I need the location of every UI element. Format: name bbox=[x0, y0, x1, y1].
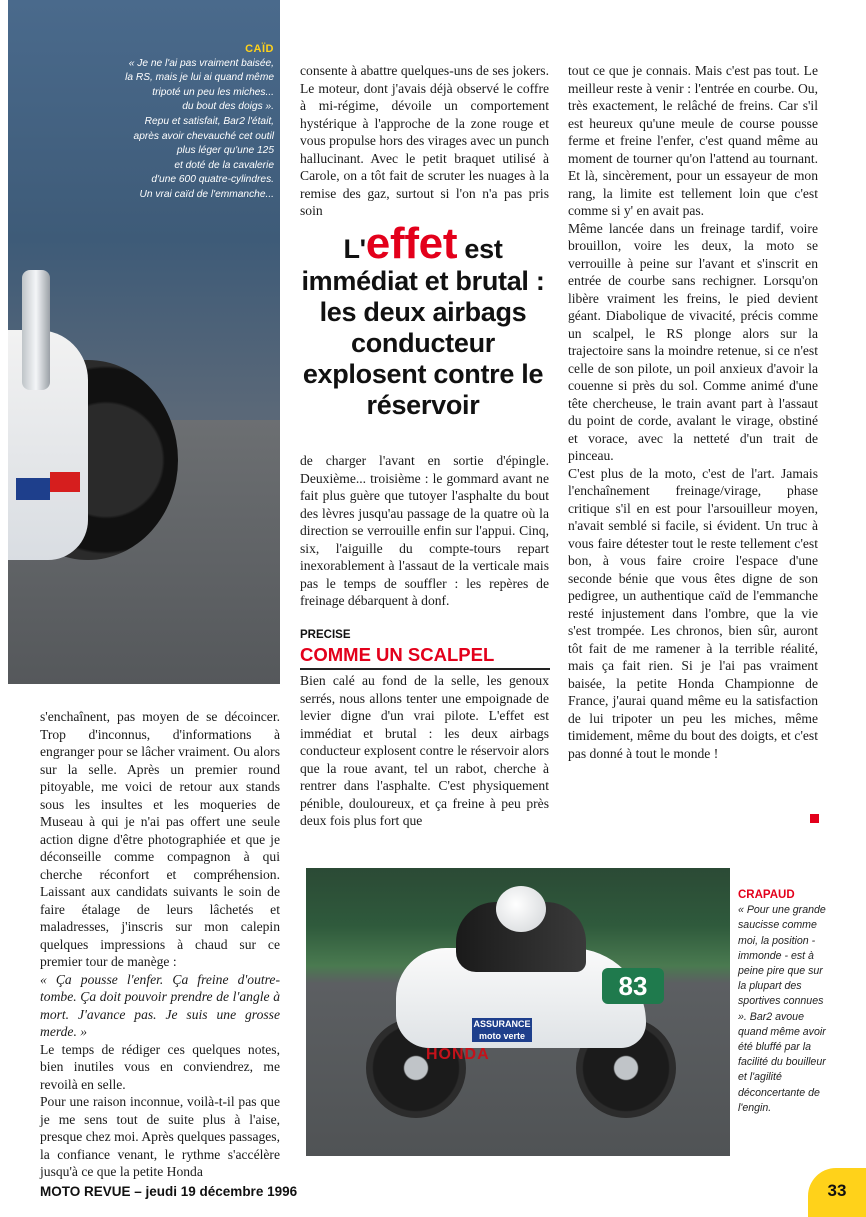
paragraph: tout ce que je connais. Mais c'est pas tout. Le meilleur reste à venir : l'entrée en courbe. Ou, très exactement, le relâché de freins. Car s'il est heureux qu'une meule de course pousse ferme et freine l'enfer, c'est quand même au moment de tourner qu'on l'attend au tournant. Et là, sincèrement, pour un essayeur de mon rang, la limite est tellement loin que c'est comme si y' en avait pas. bbox=[568, 63, 818, 218]
caption-line: tripoté un peu les miches... bbox=[152, 86, 274, 98]
photo-rider-closeup bbox=[8, 0, 280, 684]
paragraph: Le temps de rédiger ces quelques notes, bien inutiles vous en conviendrez, me revoilà en selle. bbox=[40, 1041, 280, 1092]
article-column-middle-top bbox=[300, 62, 549, 220]
pull-quote bbox=[292, 219, 554, 421]
section-title: COMME UN SCALPEL bbox=[300, 644, 550, 670]
caption-line: d'une 600 quatre-cylindres. bbox=[151, 174, 274, 186]
caption-line: et doté de la cavalerie bbox=[174, 159, 274, 171]
caption-line: du bout des doigs ». bbox=[182, 101, 274, 113]
paragraph: consente à abattre quelques-uns de ses jokers. Le moteur, dont j'avais déjà observé le coffre à mi-régime, dévoile un comportement hystérique à l'approche de la zone rouge et vous propulse hors des virages avec un punch hallucinant. Avec le petit braquet utilisé à Carole, on a tôt fait de scruter les nuages à la remise des gaz, surtout si l'on n'a pas pris soin bbox=[300, 63, 549, 218]
caption-line: Un vrai caïd de l'emmanche... bbox=[139, 188, 274, 200]
pull-quote-highlight: effet bbox=[365, 219, 458, 268]
quote-paragraph: « Ça pousse l'enfer. Ça freine d'outre-tombe. Ça doit pouvoir prendre de l'angle à mort. J'avance pas. Je suis une grosse merde. » bbox=[40, 971, 280, 1039]
caption-line: la RS, mais je lui ai quand même bbox=[125, 72, 274, 84]
caption-heading: CAÏD bbox=[245, 43, 274, 55]
photo-sponsor-badge bbox=[16, 478, 50, 500]
photo-race-number: 83 bbox=[602, 968, 664, 1004]
article-column-left bbox=[40, 708, 280, 1181]
paragraph: C'est plus de la moto, c'est de l'art. Jamais l'enchaînement freinage/virage, phase critique s'il en est pour l'arsouilleur moyen, n'avait semblé si facile, si évident. Un truc à vous faire détester tout le reste tellement c'est bon, à vous faire croire l'espace d'une seconde bénie que vous êtes digne de son pedigree, un authentique caïd de l'emmanche resté injustement dans l'ombre, que la vie s'est trompée. Les chronos, bien sûr, auront tôt fait de me ramener à la terrible réalité, mais ça fait rien. Si je l'ai pas vraiment baisée, la petite Honda Championne de France, j'aurai quand même eu la satisfaction de lui tripoter un peu les miches, même timidement, même du bout des doigts, et c'est pas donné à tout le monde ! bbox=[568, 465, 818, 761]
photo-fork bbox=[22, 270, 50, 390]
caption-heading: CRAPAUD bbox=[738, 889, 795, 901]
photo-sponsor-decal: ASSURANCE moto verte bbox=[473, 1019, 531, 1041]
section-kicker: PRECISE bbox=[300, 629, 351, 641]
caption-line: après avoir chevauché cet outil bbox=[133, 130, 274, 142]
section-text bbox=[300, 672, 549, 830]
caption-text: « Pour une grande saucisse comme moi, la position - immonde - est à peine pire que sur la plupart des sportives connues ». Bar2 avoue quand même avoir été bluffé par la facilité du bouilleur et l'agilité déconcertante de l'engin. bbox=[738, 904, 826, 1114]
paragraph: de charger l'avant en sortie d'épingle. Deuxième... troisième : le gommard avant ne fait plus guère que tutoyer l'asphalte du bout des lèvres jusqu'au passage de la quatre où la direction se verrouille enfin sur l'appui. Cinq, six, l'aiguille du compte-tours repart inexorablement à l'assaut de la verticale mais pas le temps de souffler : les repères de freinage débarquent à donf. bbox=[300, 453, 549, 608]
paragraph: Pour une raison inconnue, voilà-t-il pas que je me sens tout de suite plus à l'aise, presque chez moi. Après quelques passages, la confiance venant, le rythme s'accélère jusqu'à ce que la petite Honda bbox=[40, 1094, 280, 1179]
pull-quote-prefix: L' bbox=[343, 234, 366, 264]
article-column-right bbox=[568, 62, 818, 762]
caption-line: plus léger qu'une 125 bbox=[176, 145, 274, 157]
footer-publication: MOTO REVUE – jeudi 19 décembre 1996 bbox=[40, 1184, 298, 1199]
caption-line: « Je ne l'ai pas vraiment baisée, bbox=[128, 57, 274, 69]
caption-line: Repu et satisfait, Bar2 l'était, bbox=[144, 115, 274, 127]
paragraph: Bien calé au fond de la selle, les genoux serrés, nous allons tenter une empoignade de levier digne d'un vrai pilote. L'effet est immédiat et brutal : les deux airbags conducteur explosent contre le réservoir alors que la roue avant, tel un rabot, cherche à rentrer dans l'asphalte. C'est physiquement pénible, douloureux, et ça freine à peu près deux fois plus fort que bbox=[300, 673, 549, 828]
pull-quote-rest: est immédiat et brutal : les deux airbags conducteur explosent contre le réservoir bbox=[301, 234, 545, 420]
article-column-middle-bottom bbox=[300, 452, 549, 610]
photo-sponsor-badge bbox=[50, 472, 80, 492]
photo-motorcycle-cornering bbox=[306, 868, 730, 1156]
photo-helmet bbox=[496, 886, 546, 932]
photo-caption-top bbox=[104, 42, 274, 203]
photo-brand-decal: HONDA bbox=[426, 1046, 490, 1063]
paragraph: s'enchaînent, pas moyen de se décoincer. Trop d'inconnus, d'informations à engranger pour se lâcher vraiment. Ou alors sur la selle. Après un premier round pitoyable, me voici de retour aux stands sous les insultes et les moqueries de Museau à qui je n'ai pas offert une seule action digne d'être photographiée et que je déconseille comme compagnon à qui cherche réconfort et compréhension. Laissant aux candidats suivants le soin de faire étalage de leurs lâchetés et maladresses, j'inscris sur mon calepin quelques impressions à chaud sur ce premier tour de manège : bbox=[40, 709, 280, 969]
photo-caption-bottom bbox=[738, 888, 826, 1116]
end-of-article-mark bbox=[810, 814, 819, 823]
page-number: 33 bbox=[808, 1168, 866, 1217]
paragraph: Même lancée dans un freinage tardif, voire brouillon, voire les deux, la moto se verrouille à peine sur l'avant et s'inscrit en entrée de courbe sans rechigner. Lorsqu'on libère vraiment les freins, le pied devient géant. Diabolique de vivacité, précis comme un scalpel, le RS plonge alors sur la trajectoire sans la moindre retenue, si ce n'est celle de son pilote, un poil anxieux d'avoir la couenne si près du sol. Comme animé d'une tête chercheuse, le train avant part à l'assaut du point de corde, avalant le virage, obstiné et vorace, avec la netteté d'un trait de pinceau. bbox=[568, 220, 818, 463]
